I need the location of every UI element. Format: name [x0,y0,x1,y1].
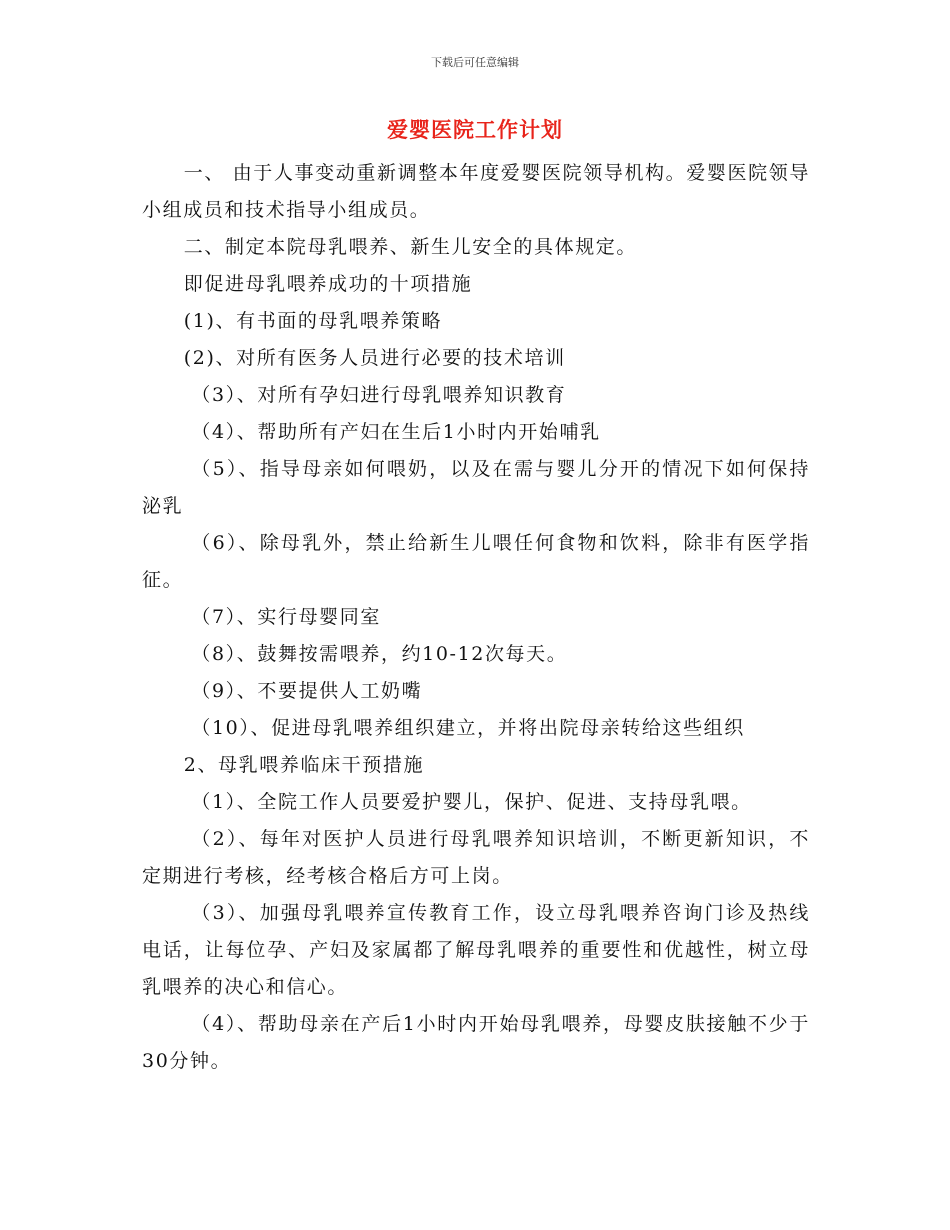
list-item-intervention-4: （4）、帮助母亲在产后1小时内开始母乳喂养，母婴皮肤接触不少于30分钟。 [142,1013,810,1072]
document-title: 爱婴医院工作计划 [387,117,563,142]
list-item-intervention-3: （3）、加强母乳喂养宣传教育工作，设立母乳喂养咨询门诊及热线电话，让每位孕、产妇及家属都了解母乳喂养的重要性和优越性，树立母乳喂养的决心和信心。 [142,902,810,998]
paragraph-regulations: 二、制定本院母乳喂养、新生儿安全的具体规定。 [183,236,637,258]
section-clinical-interventions: 2、母乳喂养临床干预措施 [183,754,425,776]
list-item-measure-8: （8）、鼓舞按需喂养，约10-12次每天。 [191,643,568,665]
list-item-intervention-1: （1）、全院工作人员要爱护婴儿，保护、促进、支持母乳喂。 [191,791,752,813]
list-item-measure-9: （9）、不要提供人工奶嘴 [191,680,423,702]
list-item-measure-1: (1)、有书面的母乳喂养策略 [183,310,443,332]
document-body [142,155,810,1080]
list-item-measure-4: （4）、帮助所有产妇在生后1小时内开始哺乳 [191,421,601,443]
list-item-measure-3: （3）、对所有孕妇进行母乳喂养知识教育 [191,384,567,406]
list-item-intervention-2: （2）、每年对医护人员进行母乳喂养知识培训，不断更新知识，不定期进行考核，经考核合格后方可上岗。 [142,828,810,887]
paragraph-reorganize-leadership: 一、 由于人事变动重新调整本年度爱婴医院领导机构。爱婴医院领导小组成员和技术指导小组成员。 [142,162,810,221]
header-note: 下载后可任意编辑 [431,56,519,69]
list-item-measure-6: （6）、除母乳外，禁止给新生儿喂任何食物和饮料，除非有医学指征。 [142,532,810,591]
list-item-measure-10: （10）、促进母乳喂养组织建立，并将出院母亲转给这些组织 [191,717,745,739]
list-item-measure-2: (2)、对所有医务人员进行必要的技术培训 [183,347,566,369]
list-item-measure-5: （5）、指导母亲如何喂奶，以及在需与婴儿分开的情况下如何保持泌乳 [142,458,810,517]
paragraph-ten-measures-heading: 即促进母乳喂养成功的十项措施 [183,273,473,295]
list-item-measure-7: （7）、实行母婴同室 [191,606,381,628]
